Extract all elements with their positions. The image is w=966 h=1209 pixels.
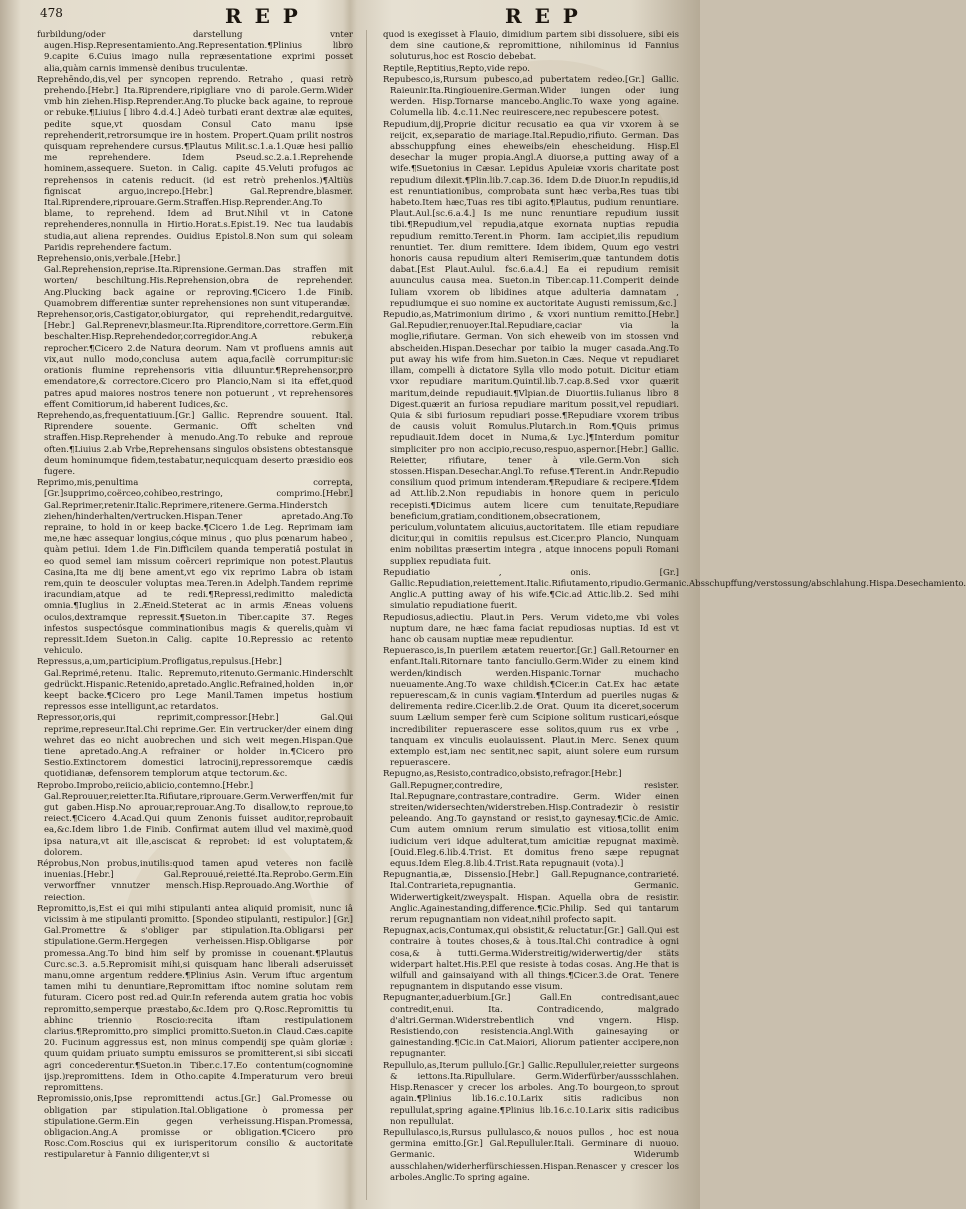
dictionary-entry: Reprimo,mis,penultima correpta,[Gr.]supprimo,coërceo,cohibeo,restringo, comprimo.[Hebr.] Gal.Reprimer,retenir.Italic.Reprimere,ritenere.Germa.Hinderstch ziehen/hinderhalten/vertrucken.Hispan.Tener apretado.Ang.To repraine, to hold in or keep backe.¶Cicero 1.de Leg. Reprimam iam me,ne hæc assequar longius,cóque minus , quo plus pœnarum habeo , quàm petiui. Idem 1.de Fin.Difficilem quanda temperatiâ postulat in eo quod semel iam missum coërceri reprimique non potest.Plautus Casina,Ita me dij bene ament,vt ego vix reprimo Labra ob istam rem,quin te deosculer voluptas mea.Teren.in Adelph.Tandem reprime iracundiam,atque ad te redi.¶Repressi,redimitto maledicta omnia.¶Iuglius in 2.Æneid.Steterat ac in armis Æneas voluens oculos,dextramque repressit.¶Sueton.in Tiber.capite 37. Reges infestos suspectósque comminationibus magis & querelis,quàm vi repressit.Idem Sueton.in Calig. capite 10.Repressio ac retento vehiculo. [37, 478, 353, 657]
dictionary-entry: Repressor,oris,qui reprimit,compressor.[Hebr.] Gal.Qui reprime,represeur.Ital.Chi reprime.Ger. Ein vertrucker/der einem ding wehret das eo nicht auobrechen und sich weit megen.Hispan.Que tiene apretado.Ang.A refrainer or holder in.¶Cicero pro Sestio.Extinctorem domestici latrocinij,repressoremque cædis quotidianæ, defensorem templorum atque tectorum.&c. [37, 713, 353, 780]
dictionary-entry: Repugnanter,aduerbium.[Gr.] Gall.En contredisant,auec contredit,enui. Ita. Contradicendo, malgrado d'altri.German.Widerstrebentlich vnd vngern. Hisp. Resistiendo,con resistencia.Angl.With gainesaying or gainestanding.¶Cic.in Cat.Maiori, Aliorum patienter accipere,non repugnanter. [383, 993, 679, 1060]
dictionary-entry: Repudiatio , onis. [Gr.] Gallic.Repudiation,reiettement.Italic.Rifiutamento,ripudio.Germanic.Absschupffung/verstossung/abschlahung.Hispa.Desechamiento. Anglic.A putting away of his wife.¶Cic.ad Attic.lib.2. Sed mihi simulatio repudiatione fuerit. [383, 567, 966, 612]
dictionary-entry: Repullulo,as,Iterum pullulo.[Gr.] Gallic.Repulluler,reietter surgeons & iettons.Ita.Ripullulare. Germ.Widerfürber/aussschlahen. Hisp.Renascer y crecer los arboles. Ang.To bourgeon,to sprout again.¶Plinius lib.16.c.10.Larix sitis radicibus non repullulat,spring againe.¶Plinius lib.16.c.10.Larix sitis radicibus non repullulat. [383, 1060, 679, 1127]
running-header-left: R E P [225, 4, 301, 28]
dictionary-entry: Repugno,as,Resisto,contradico,obsisto,refragor.[Hebr.] Gall.Repugner,contredire, resister. Ital.Repugnare,contrastare,contradire. Germ. Wider einen streiten/widersechten/widerstreben.Hisp.Contradezir ò resistir peleando. Ang.To gaynstand or resist,to gaynesay.¶Cic.de Amic. Cum autem omnium rerum simulatio est vitiosa,tollit enim iudicium veri idque adulterat,tum amicitiæ repugnat maximè. [Ouid.Eleg.6.lib.4.Trist. Et domitus freno sæpe repugnat equus.Idem Eleg.8.lib.4.Trist.Rata repugnauit (vota).] [383, 769, 679, 870]
dictionary-entry: Repudio,as,Matrimonium dirimo , & vxori nuntium remitto.[Hebr.] Gal.Repudier,renuoyer.Ital.Repudiare,caciar via la moglie,rifiutare. German. Von sich eheweib von im stossen vnd abscheiden.Hispan.Desechar por taibio la muger casada.Ang.To put away his wife from him.Sueton.in Cæs. Neque vt repudiaret illam, compelli à dictatore Sylla vllo modo potuit. Dicitur etiam vxor repudiare maritum.Quintil.lib.7.cap.8.Sed vxor quærit maritum,deinde repudiauit.¶Vlpian.de Diuortiis.Iulianus libro 8 Digest.quærit an furiosa repudiare maritum possit,vel repudiari. Quia & sibi furiosum repudiari posse.¶Repudiare vxorem tribus de causis voluit Romulus.Plutarch.in Rom.¶Quis primus repudiauit.Idem docet in Numa,& Lyc.]¶Interdum pomitur simpliciter pro non accipio,recuso,respuo,aspernor.[Hebr.] Gallic. Reietter, rifiutare, tener à vile.Germ.Von sich stossen.Hispan.Desechar.Angl.To refuse.¶Terent.in Andr.Repudio consilium quod primum intenderam.¶Repudiare & recipere.¶Idem ad Att.lib.2.Non repudiabis in honore quem in periculo recepisti.¶Dicimus autem licere cum tenuitate,Repudiare beneficium,gratiam,conditionem,obsecrationem, periculum,voluntatem alicuius,auctoritatem. Ille etiam repudiare dicitur,qui in comitiis repulsus est.Cicer.pro Plancio, Nunquam enim nobilitas præsertim integra , atque innocens populi Romani suppliex repudiata fuit. [383, 310, 679, 567]
dictionary-entry: furbildung/oder darstellung vnter augen.Hisp.Representamiento.Ang.Representation.¶Plinius libro 9.capite 6.Cuius imago nulla repræsentatione exprimi posset alia,quàm carnis immensè denibus truculentæ. [37, 30, 353, 74]
dictionary-entry: Reprehendo,as,frequentatiuum.[Gr.] Gallic. Reprendre souuent. Ital. Riprendere souente. Germanic. Offt schelten vnd straffen.Hisp.Reprehender à menudo.Ang.To rebuke and reproue often.¶Liuius 2.ab Vrbe,Reprehensans singulos obsistens obtestansque deum hominumque fidem,testabatur,nequicquam deserto præsidio eos fugere. [37, 410, 353, 477]
dictionary-entry: Repugnantia,æ, Dissensio.[Hebr.] Gall.Repugnance,contrarieté. Ital.Contrarieta,repugnantia. Germanic. Widerwertigkeit/zweyspalt. Hispan. Aquella obra de resistir. Anglic.Againestanding,difference.¶Cic.Philip. Sed qui tantarum rerum repugnantiam non videat,nihil profecto sapit. [383, 870, 679, 926]
dictionary-entry: Reprehensio,onis,verbale.[Hebr.] Gal.Reprehension,reprise.Ita.Riprensione.German.Das straffen mit worten/ beschiltung.His.Reprehension,obra de reprehender. Ang.Plucking back againe or reproving.¶Cicero 1.de Finib. Quamobrem differentiæ sunter reprehensiones non sunt vituperandæ. [37, 254, 353, 309]
dictionary-entry: Repugnax,acis,Contumax,qui obsistit,& reluctatur.[Gr.] Gall.Qui est contraire à toutes choses,& à tous.Ital.Chi contradice à ogni cosa,& à tutti.Germa.Widerstreitig/widerwertig/der stäts widerpart haltet.His.P.El que resiste à todas cosas. Ang.He that is wilfull and gainsaiyand with all things.¶Cicer.3.de Orat. Tenere repugnantem in disputando esse visum. [383, 926, 679, 993]
dictionary-entry: Reprehensor,oris,Castigator,obiurgator, qui reprehendit,redarguitve. [Hebr.] Gal.Reprenevr,blasmeur.Ita.Riprenditore,correttore.Germ.Ein beschalter.Hisp.Reprehendedor,corregidor.Ang.A rebuker,a reprocher.¶Cicero 2.de Natura deorum. Nam vt profluens amnis aut vix,aut nullo modo,conclusa autem aqua,facilè corrumpitur:sic orationis flumine reprehensoris vitia diluuntur.¶Reprehensor,pro emendatore,& correctore.Cicero pro Plancio,Nam si ita effet,quod patres apud maiores nostros tenere non potuerunt , vt reprehensores effent Comitiorum,id haberent Iudices,&c. [37, 310, 353, 410]
dictionary-entry: Repudiosus,adiectiu. Plaut.in Pers. Verum videto,me vbi voles nuptum dare, ne hæc fama faciat repudiosas nuptias. Id est vt hanc ob causam nuptiæ meæ repudientur. [383, 612, 679, 645]
dictionary-entry: Repubesco,is,Rursum pubesco,ad pubertatem redeo.[Gr.] Gallic. Raieunir.Ita.Ringiouenire.German.Wider iungen oder iung werden. Hisp.Tornarse mancebo.Anglic.To waxe yong againe. Columella lib. 4.c.11.Nec reuirescere,nec repubescere potest. [383, 74, 679, 119]
right-column [383, 30, 966, 1202]
dictionary-entry: Repuerasco,is,In puerilem ætatem reuertor.[Gr.] Gall.Retourner en enfant.Itali.Ritornare tanto fanciullo.Germ.Wider zu einem kind werden/kindisch werden.Hispanic.Tornar muchacho nueuamente.Ang.To waxe childish.¶Cicer.in Cat.Ex hac ætate repuerescam,& in cunis vagiam.¶Interdum ad pueriles nugas & delirementa redire.Cicer.lib.2.de Orat. Quum ita diceret,socerum suum Lælium semper ferè cum Scipione solitum rusticari,eósque incredibiliter repuerascere esse solitos,quum rus ex vrbe , tanquam ex vinculis euolauissent. Plaut.in Merc. Senex quum extemplo est,iam nec sentit,nec sapit, aiunt solere eum rursum repuerascere. [383, 646, 679, 769]
dictionary-entry: Repressus,a,um,participium.Profligatus,repulsus.[Hebr.] Gal.Reprimé,retenu. Italic. Repremuto,ritenuto.Germanic.Hinderschlt gedrückt.Hispanic.Retenido,apretado.Anglic.Refrained,holden in,or keept backe.¶Cicero pro Lege Manil.Tamen impetus hostium repressos esse intelligunt,ac retardatos. [37, 657, 353, 713]
dictionary-entry: Repudium,dij,Proprie dicitur recusatio ea qua vir vxorem à se reijcit, ex,separatio de mariage.Ital.Repudio,rifiuto. German. Das absschuppfung eines eheweibs/ein ehescheidung. Hisp.El desechar la muger propia.Angl.A diuorse,a putting away of a wife.¶Suetonius in Cæsar. Lepidus Apuleiæ vxoris charitate post repudium dilexit.¶Plin.lib.7.cap.36. Idem D.de Diuor.In repudiis,id est renuntiationibus, comprobata sunt hæc verba,Res tuas tibi habeto.Item hæc,Tuas res tibi agito.¶Plautus, pudium renuntiare. Plaut.Aul.[sc.6.a.4.] Is me nunc renuntiare repudium iussit tibi.¶Repudium,vel repudia,atque exornata nuptias repudia repudium remitto.Terent.in Phorm. Iam accipiet,ilis repudium renuntiet. Ter. dium remittere. Idem ibidem, Quum ego vestri honoris causa repudium alteri Remiserim,quæ tantundem dotis dabat.[Est Plaut.Aulul. fsc.6.a.4.] Ea ei repudium remisit auunculus causa mea. Sueton.in Tiber.cap.11.Comperit deinde Iuliam vxorem ob libidines atque adulteria damnatam , repudiumque ei suo nomine ex auctoritate Augusti remissum,&c.] [383, 119, 679, 309]
column-gutter [366, 30, 367, 1200]
dictionary-entry: quod is exegisset à Flauio, dimidium partem sibi dissoluere, sibi eis dem sine cautione,& repromittione, nihilominus id Fannius soluturus,hoc est Roscio debebat. [383, 30, 679, 63]
dictionary-entry: Reptile,Reptitius,Repto,vide repo. [383, 63, 530, 74]
dictionary-entry: Réprobus,Non probus,inutilis:quod tamen apud veteres non facilè inuenias.[Hebr.] Gal.Reprouué,reietté.Ita.Reprobo.Germ.Ein verworffner vnnutzer mensch.Hisp.Reprouado.Ang.Worthie of reiection. [37, 859, 353, 903]
dictionary-entry: Reprehēndo,dis,vel per syncopen reprendo. Retraho , quasi retrò prehendo.[Hebr.] Ita.Riprendere,ripigliare vno di parole.Germ.Wider vmb hin ziehen.Hisp.Reprender.Ang.To plucke back againe, to reproue or rebuke.¶Liuius [ libro 4.d.4.] Adeò turbati erant dextræ alæ equites, pedite sque,vt quosdam Consul Cato manu ipse reprehenderit,retrorsumque ire in hostem. Propert.Quam prilit nostros quisquam reprehendere cursus.¶Plautus Milit.sc.1.a.1.Quæ hesi pallio me reprehendere. Idem Pseud.sc.2.a.1.Reprehende hominem,assequere. Sueton. in Calig. capite 45.Veluti profugos ac reprehensos in catenis reducit. (id est retrò prehenlos.)¶Altiùs figniscat arguo,increpo.[Hebr.] Gal.Reprendre,blasmer. Ital.Riprendere,riprouare.Germ.Straffen.Hisp.Reprender.Ang.To blame, to reprehend. Idem ad Brut.Nihil vt in Catone reprehenderes,nonnulla in Hirtio.Horat.s.Epist.19. Nec tua laudabis studia,aut aliena reprendes. Ouidius Epistol.8.Non sum qui soleam Paridis reprehendere factum. [37, 74, 353, 253]
dictionary-entry: Reprobo.Improbo,reiicio,abiicio,contemno.[Hebr.] Gal.Reprouuer,reietter.Ita.Rifiutare,riprouare.Germ.Verwerffen/mit fur gut gaben.Hisp.No aprouar,reprouar.Ang.To disallow,to reproue,to reiect.¶Cicero 4.Acad.Qui quum Zenonis fuisset auditor,reprobauit ea,&c.Idem libro 1.de Finib. Confirmat autem illud vel maximè,quod ipsa natura,vt ait ille,asciscat & reprobet: id est voluptatem,& dolorem. [37, 780, 353, 858]
dictionary-entry: Repromitto,is,Est ei qui mihi stipulanti antea aliquid promisit, nunc iâ vicissim à me stipulanti promitto. [Spondeo stipulanti, restipulor.] [Gr.] Gal.Promettre & s'obliger par stipulation.Ita.Obligarsi per stipulatione.Germ.Hergegen verheissen.Hisp.Obligarse por promessa.Ang.To bind him self by promisse in couenant.¶Plautus Curc.sc.3. a.5.Repromisit mihi,si quisquam hanc liberali adseruisset manu,omne argentum reddere.¶Plinius Asin. Verum iftuc argentum tamen mihi tu denuntiare,Repromittam iftoc nomine solutam rem futuram. Cicero post red.ad Quir.In referenda autem gratia hoc vobis repromitto,semperque præstabo,&c.Idem pro Q.Rosc.Repromittis tu abhinc triennio Roscio:recita iftam restipulationem clarius.¶Repromitto,pro simplici promitto.Sueton.in Claud.Cæs.capite 20. Fucinum aggressus est, non minus compendij spe quàm gloriæ : quum quidam priuato sumptu emissuros se promitterent,si sibi siccati agri concederentur.¶Sueton.in Tiber.c.17.Eo contentum(cognomine ijsp.)repromittens. Idem in Otho.capite 4.Imperaturum vero breui repromittens. [37, 903, 353, 1094]
running-header-right: R E P [505, 4, 581, 28]
dictionary-entry: Repromissio,onis,Ipse repromittendi actus.[Gr.] Gal.Promesse ou obligation par stipulation.Ital.Obligatione ò promessa per stipulatione.Germ.Ein gegen verheissung.Hispan.Promessa, obligacion.Ang.A promisse or obligation.¶Cicero pro Rosc.Com.Roscius qui ex iurisperitorum consilio & auctoritate restipularetur à Fannio diligenter,vt si [37, 1094, 353, 1161]
page-number: 478 [40, 6, 63, 20]
dictionary-entry: Repullulasco,is,Rursus pullulasco,& nouos pullos , hoc est noua germina emitto.[Gr.] Gal.Repulluler.Itali. Germinare di nuouo. Germanic. Widerumb ausschlahen/widerherfürschiessen.Hispan.Renascer y crescer los arboles.Anglic.To spring againe. [383, 1127, 679, 1183]
left-column [37, 30, 353, 1202]
